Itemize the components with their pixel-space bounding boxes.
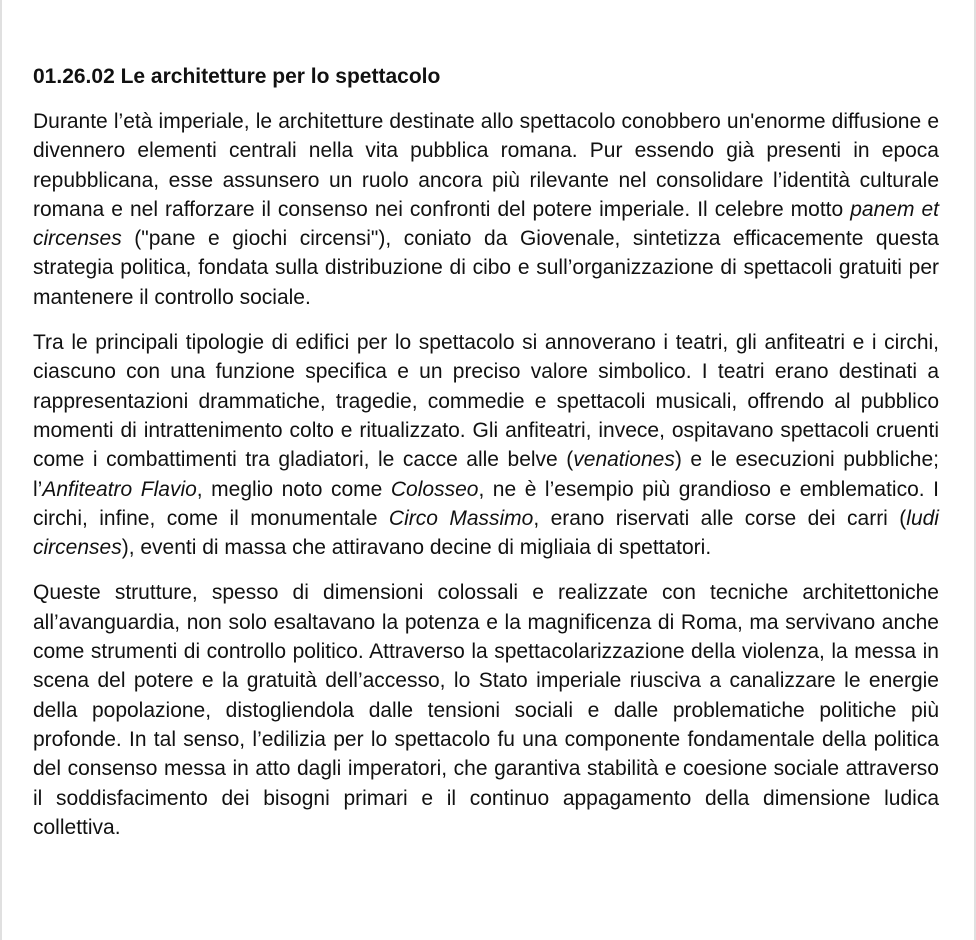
paragraph-2 — [33, 328, 939, 562]
italic-term: ludi circenses — [33, 506, 939, 560]
paragraph-text: , ne è l’esempio più grandioso e emblematico. I circhi, infine, come il monumentale — [33, 477, 939, 530]
italic-term: panem et circenses — [33, 197, 939, 251]
paragraph-text: Tra le principali tipologie di edifici per lo spettacolo si annoverano i teatri, gli anfiteatri e i circhi, ciascuno con una funzione specifica e un preciso valore simbolico. I teatri erano destinati a rappresentazioni drammatiche, tragedie, commedie e spettacoli musicali, offrendo al pubblico momenti di intrattenimento colto e ritualizzato. Gli anfiteatri, invece, ospitavano spettacoli cruenti come i combattimenti tra gladiatori, le cacce alle belve ( — [33, 331, 939, 472]
paragraph-text: Queste strutture, spesso di dimensioni colossali e realizzate con tecniche architettoniche all’avanguardia, non solo esaltavano la potenza e la magnificenza di Roma, ma servivano anche come strumenti di controllo politico. Attraverso la spettacolarizzazione della violenza, la messa in scena del potere e la gratuità dell’accesso, lo Stato imperiale riusciva a canalizzare le energie della popolazione, distogliendola dalle tensioni sociali e dalle problematiche politiche più profonde. In tal senso, l’edilizia per lo spettacolo fu una componente fondamentale della politica del consenso messa in atto dagli imperatori, che garantiva stabilità e coesione sociale attraverso il soddisfacimento dei bisogni primari e il continuo appagamento della dimensione ludica collettiva. — [33, 581, 939, 839]
paragraph-text: ("pane e giochi circensi"), coniato da Giovenale, sintetizza efficacemente questa strategia politica, fondata sulla distribuzione di cibo e sull’organizzazione di spettacoli gratuiti per mantenere il controllo sociale. — [33, 227, 939, 309]
italic-term: Colosseo — [390, 477, 479, 501]
paragraph-text: ) e le esecuzioni pubbliche; l’ — [33, 448, 939, 501]
paragraph-1 — [33, 107, 939, 312]
paragraph-text: , erano riservati alle corse dei carri ( — [533, 506, 907, 530]
italic-term: Circo Massimo — [388, 506, 534, 530]
paragraph-text: Durante l’età imperiale, le architetture destinate allo spettacolo conobbero un'enorme diffusione e divennero elementi centrali nella vita pubblica romana. Pur essendo già presenti in epoca repubblicana, esse assunsero un ruolo ancora più rilevante nel consolidare l’identità culturale romana e nel rafforzare il consenso nei confronti del potere imperiale. Il celebre motto — [33, 110, 939, 221]
paragraph-text: , meglio noto come — [196, 477, 391, 501]
italic-term: venationes — [573, 448, 675, 472]
italic-term: Anfiteatro Flavio — [42, 477, 197, 501]
document-content — [33, 62, 939, 858]
paragraph-3 — [33, 578, 939, 842]
section-heading: 01.26.02 Le architetture per lo spettacolo — [33, 65, 441, 88]
paragraph-text: ), eventi di massa che attiravano decine di migliaia di spettatori. — [121, 536, 712, 560]
